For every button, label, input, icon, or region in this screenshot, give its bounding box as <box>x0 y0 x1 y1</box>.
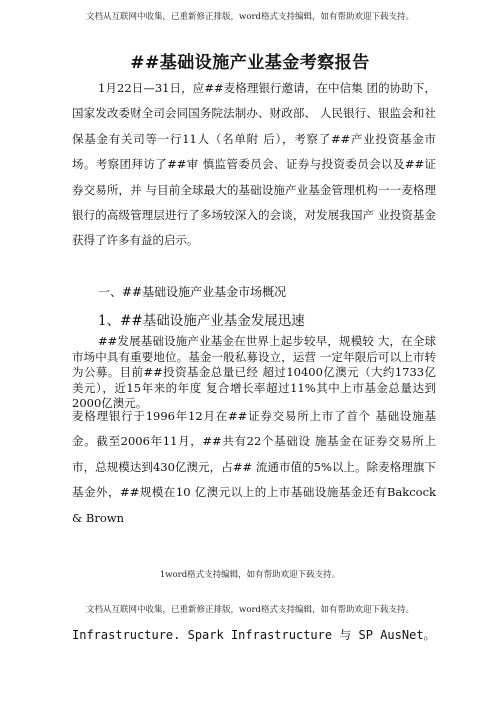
footer-note: 1word格式支持编辑，如有帮助欢迎下载支持。 <box>159 570 341 580</box>
page-title: ##基础设施产业基金考察报告 <box>130 53 370 73</box>
intro-paragraph: 1月22日—31日，应##麦格理银行邀请，在中信集 团的协助下，国家发改委财全司会同国务院法制办、财政部、 人民银行、银监会和社保基金有关司等一行11人（名单附 后），考察了##产业投资基金市场。考察团拜访了##审 慎监管委员会、证券与投资委员会以及##证券交易所，并 与目前全球最大的基础设施产业基金管理机构一一麦格理 银行的高级管理层进行了多场较深入的会谈，对发展我国产 业投资基金获得了许多有益的启示。 <box>72 81 436 248</box>
header-note-page-2: 文档从互联网中收集，已重新修正排版，word格式支持编辑，如有帮助欢迎下载支持。 <box>86 605 414 615</box>
continuation-line: Infrastructure. Spark Infrastructure 与 SP AusNet。 <box>72 628 436 642</box>
listing-paragraph: 麦格理银行于1996年12月在##证券交易所上市了首个 基础设施基金。截至2006年11月，##共有22个基础设 施基金在证券交易所上市，总规模达到430亿澳元，占## 流通市值的5%以上。除麦格理旗下基金外，##规模在10 亿澳元以上的上市基础设施基金还有Bakcock & Brown <box>72 409 436 525</box>
market-paragraph: ##发展基础设施产业基金在世界上起步较早，规模较 大，在全球市场中具有重要地位。基金一般私募设立，运营 一定年限后可以上市转为公募。目前##投资基金总量已经 超过10400亿澳元（大约1733亿美元），近15年来的年度 复合增长率超过11%其中上市基金总量达到2000亿澳元。 <box>72 334 436 411</box>
section-heading: 一、##基础设施产业基金市场概况 <box>98 285 287 299</box>
header-note: 文档从互联网中收集，已重新修正排版，word格式支持编辑，如有帮助欢迎下载支持。 <box>86 12 414 22</box>
subsection-heading: 1、##基础设施产业基金发展迅速 <box>98 313 305 329</box>
